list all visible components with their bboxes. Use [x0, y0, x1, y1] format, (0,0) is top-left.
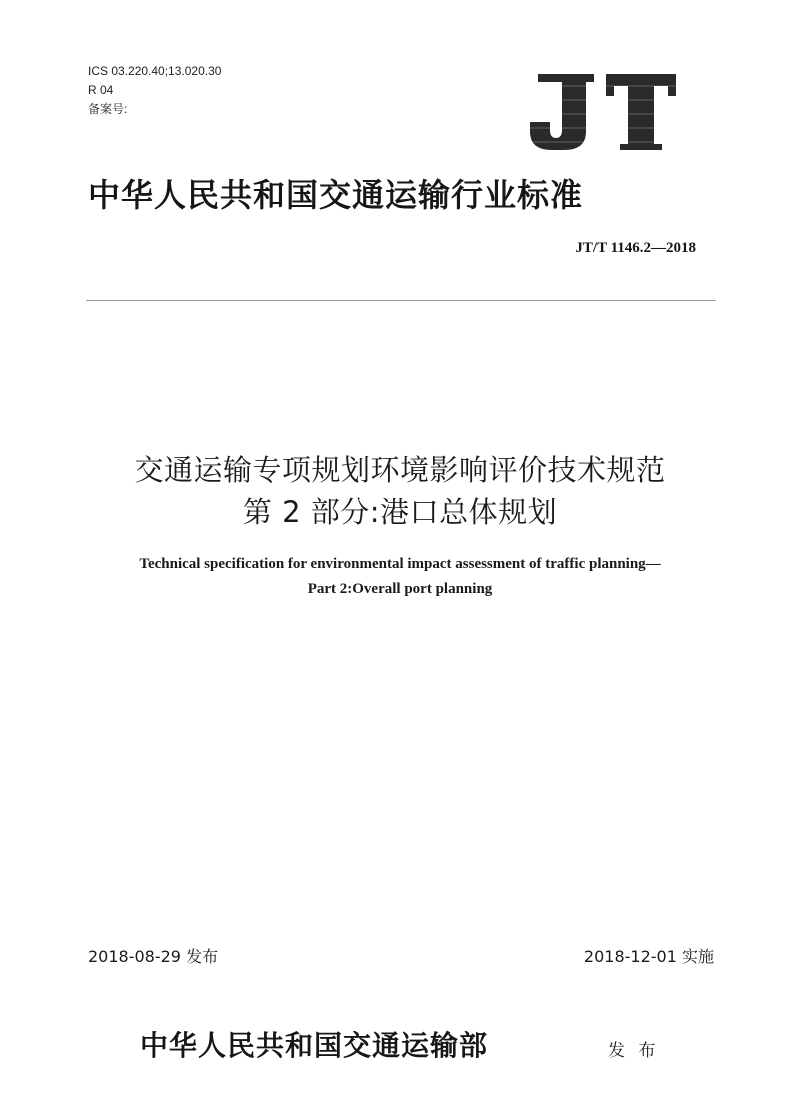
publish-label: 发 布 [608, 1041, 656, 1061]
ics-code: ICS 03.220.40;13.020.30 [88, 64, 222, 78]
standard-code: JT/T 1146.2—2018 [575, 240, 696, 256]
category-code: R 04 [88, 83, 114, 97]
title-cn-line-2: 第 2 部分:港口总体规划 [242, 495, 558, 529]
industry-standard-heading: 中华人民共和国交通运输行业标准 [88, 176, 584, 214]
header-divider [86, 300, 716, 301]
logo-letter-j [530, 74, 594, 150]
publisher-name: 中华人民共和国交通运输部 [140, 1029, 489, 1062]
jt-logo [522, 66, 682, 156]
title-cn-line-1: 交通运输专项规划环境影响评价技术规范 [134, 453, 666, 487]
classification-block [88, 62, 221, 119]
title-en-line-2: Part 2:Overall port planning [307, 581, 493, 597]
implementation-date: 2018-12-01 实施 [583, 947, 714, 966]
issue-date: 2018-08-29 发布 [88, 947, 219, 966]
filing-number: 备案号: [88, 102, 128, 116]
title-en-line-1: Technical specification for environmental impact assessment of traffic planning— [139, 556, 661, 572]
logo-letter-t [606, 74, 676, 150]
